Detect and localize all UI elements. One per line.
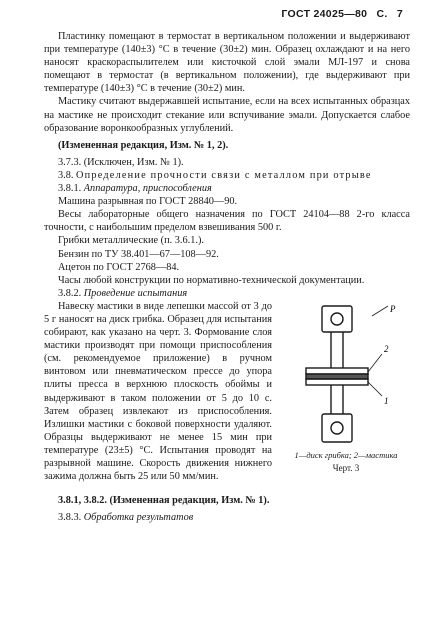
upper-clamp-hole xyxy=(331,313,343,325)
equipment-clock: Часы любой конструкции по нормативно-технической документации. xyxy=(58,274,365,286)
section-3-8-3-heading xyxy=(44,511,410,524)
upper-clamp-body xyxy=(322,306,352,332)
revision-note-1: (Измененная редакция, Изм. № 1, 2). xyxy=(58,139,229,151)
figure-caption xyxy=(282,450,410,473)
equipment-scales: Весы лабораторные общего назначения по ГОСТ 24104—88 2-го класса точности, с наибольшим пределом взвешивания 500 г. xyxy=(44,209,410,234)
page-header xyxy=(275,8,403,20)
leader-line-2 xyxy=(368,354,382,372)
page-number: 7 xyxy=(396,8,403,20)
section-3-8-2-title: Проведение испытания xyxy=(83,287,188,299)
section-3-8-3-title: Обработка результатов xyxy=(83,511,194,523)
lower-disk xyxy=(306,379,368,385)
leader-line-1 xyxy=(368,382,382,396)
section-3-8-2-number: 3.8.2. xyxy=(58,287,82,299)
page-section-label: С. xyxy=(376,8,388,20)
standard-code: ГОСТ 24025—80 xyxy=(281,8,368,20)
specimen-drawing xyxy=(278,302,410,450)
section-3-8-1-number: 3.8.1. xyxy=(58,183,82,195)
force-arrow xyxy=(372,306,388,316)
figure-3 xyxy=(278,302,410,488)
label-2: 2 xyxy=(384,343,389,354)
section-3-8-heading xyxy=(44,169,410,182)
figure-number: Черт. 3 xyxy=(332,462,360,473)
label-force: Р xyxy=(390,303,396,314)
label-1: 1 xyxy=(384,395,389,406)
equipment-gasoline: Бензин по ТУ 38.401—67—108—92. xyxy=(58,248,219,260)
section-3-7-3: 3.7.3. (Исключен, Изм. № 1). xyxy=(58,156,184,168)
section-3-8-2-heading xyxy=(44,287,410,300)
document-body xyxy=(44,30,410,524)
test-procedure: Навеску мастики в виде лепешки массой от 3 до 5 г наносят на диск грибка. Образец для испытания собирают, как указано на черт. 3. Формование слоя мастики производят при помощи приспособления (см. рекомендуемое приложение) в ручном винтовом или пневматическом прессе до упора плиты пресса в верхнюю плоскость обоймы и выдерживают в таком положении от 5 до 10 с. Затем образец извлекают из приспособления. Излишки мастики с боковой поверхности удаляют. Образцы выдерживают не менее 15 мин при температуре (23±5) °С. Испытания проводят на разрывной машине. Скорость движения нижнего зажима должна быть 25 или 50 мм/мин. xyxy=(44,300,272,483)
paragraph-thermostat: Пластинку помещают в термостат в вертикальном положении и выдерживают при температуре (140±3) °С в течение (30±2) мин. Образец охлаждают и на него наносят краскораспылителем или кисточкой слой эмали МЛ-197 и снова помещают в термостат (в вертикальном положении), где выдерживают при температуре (140±3) °С в течение (30±2) мин. xyxy=(44,31,410,95)
section-3-8-1-heading xyxy=(44,182,410,195)
mastic-layer xyxy=(306,374,368,379)
equipment-fungi: Грибки металлические (п. 3.6.1.). xyxy=(58,235,204,247)
section-3-8-1-title: Аппаратура, приспособления xyxy=(83,183,212,195)
equipment-acetone: Ацетон по ГОСТ 2768—84. xyxy=(58,261,180,273)
section-3-8-title: Определение прочности связи с металлом при отрыве xyxy=(76,169,372,181)
figure-legend: 1—диск грибка; 2—мастика xyxy=(294,449,398,460)
section-3-8-3-number: 3.8.3. xyxy=(58,511,82,523)
upper-disk xyxy=(306,368,368,374)
revision-note-2: 3.8.1, 3.8.2. (Измененная редакция, Изм. № 1). xyxy=(58,494,270,506)
lower-clamp-body xyxy=(322,414,352,442)
lower-clamp-hole xyxy=(331,422,343,434)
paragraph-criteria: Мастику считают выдержавшей испытание, если на всех испытанных образцах на мастике не происходит стекание или вспучивание эмали. Допускается слабое образование воронкообразных углублений. xyxy=(44,96,410,134)
equipment-machine: Машина разрывная по ГОСТ 28840—90. xyxy=(58,196,238,208)
section-3-8-number: 3.8. xyxy=(58,169,74,181)
